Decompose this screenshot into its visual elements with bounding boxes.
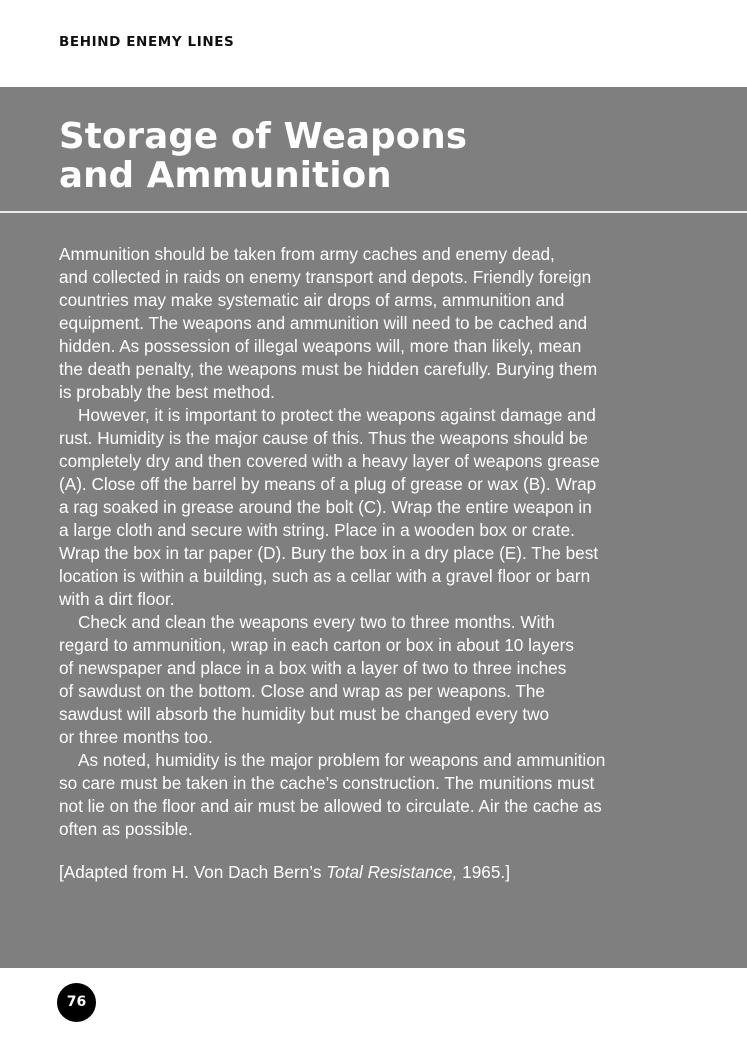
citation-title: Total Resistance, — [326, 862, 458, 882]
body-line: rust. Humidity is the major cause of this. Thus the weapons should be — [59, 428, 588, 448]
body-line: regard to ammunition, wrap in each carton or box in about 10 layers — [59, 635, 574, 655]
body-line: However, it is important to protect the weapons against damage and — [78, 405, 596, 425]
body-text — [59, 243, 699, 841]
title-line: Storage of Weapons — [59, 116, 468, 157]
body-line: is probably the best method. — [59, 382, 275, 402]
body-line: hidden. As possession of illegal weapons will, more than likely, mean — [59, 336, 582, 356]
body-line: or three months too. — [59, 727, 213, 747]
running-head: BEHIND ENEMY LINES — [59, 34, 235, 50]
body-line: of newspaper and place in a box with a layer of two to three inches — [59, 658, 567, 678]
body-line: (A). Close off the barrel by means of a plug of grease or wax (B). Wrap — [59, 474, 597, 494]
title-divider — [0, 211, 747, 213]
body-line: Check and clean the weapons every two to three months. With — [78, 612, 555, 632]
body-line: not lie on the floor and air must be allowed to circulate. Air the cache as — [59, 796, 602, 816]
body-line: countries may make systematic air drops of arms, ammunition and — [59, 290, 565, 310]
citation-suffix: 1965.] — [457, 862, 510, 882]
body-line: As noted, humidity is the major problem for weapons and ammunition — [78, 750, 606, 770]
body-line: Ammunition should be taken from army caches and enemy dead, — [59, 244, 555, 264]
body-line: Wrap the box in tar paper (D). Bury the box in a dry place (E). The best — [59, 543, 599, 563]
citation — [59, 861, 510, 884]
body-line: with a dirt floor. — [59, 589, 175, 609]
body-line: of sawdust on the bottom. Close and wrap as per weapons. The — [59, 681, 545, 701]
page-number: 76 — [57, 983, 96, 1022]
body-line: the death penalty, the weapons must be hidden carefully. Burying them — [59, 359, 598, 379]
body-line: sawdust will absorb the humidity but must be changed every two — [59, 704, 550, 724]
body-line: a large cloth and secure with string. Place in a wooden box or crate. — [59, 520, 575, 540]
body-line: a rag soaked in grease around the bolt (C). Wrap the entire weapon in — [59, 497, 592, 517]
body-line: completely dry and then covered with a heavy layer of weapons grease — [59, 451, 600, 471]
body-line: often as possible. — [59, 819, 193, 839]
body-line: so care must be taken in the cache’s construction. The munitions must — [59, 773, 595, 793]
body-line: and collected in raids on enemy transport and depots. Friendly foreign — [59, 267, 592, 287]
title-line: and Ammunition — [59, 155, 392, 196]
citation-prefix: [Adapted from H. Von Dach Bern’s — [59, 862, 327, 882]
body-line: equipment. The weapons and ammunition will need to be cached and — [59, 313, 588, 333]
page-title — [59, 117, 467, 195]
body-line: location is within a building, such as a cellar with a gravel floor or barn — [59, 566, 591, 586]
